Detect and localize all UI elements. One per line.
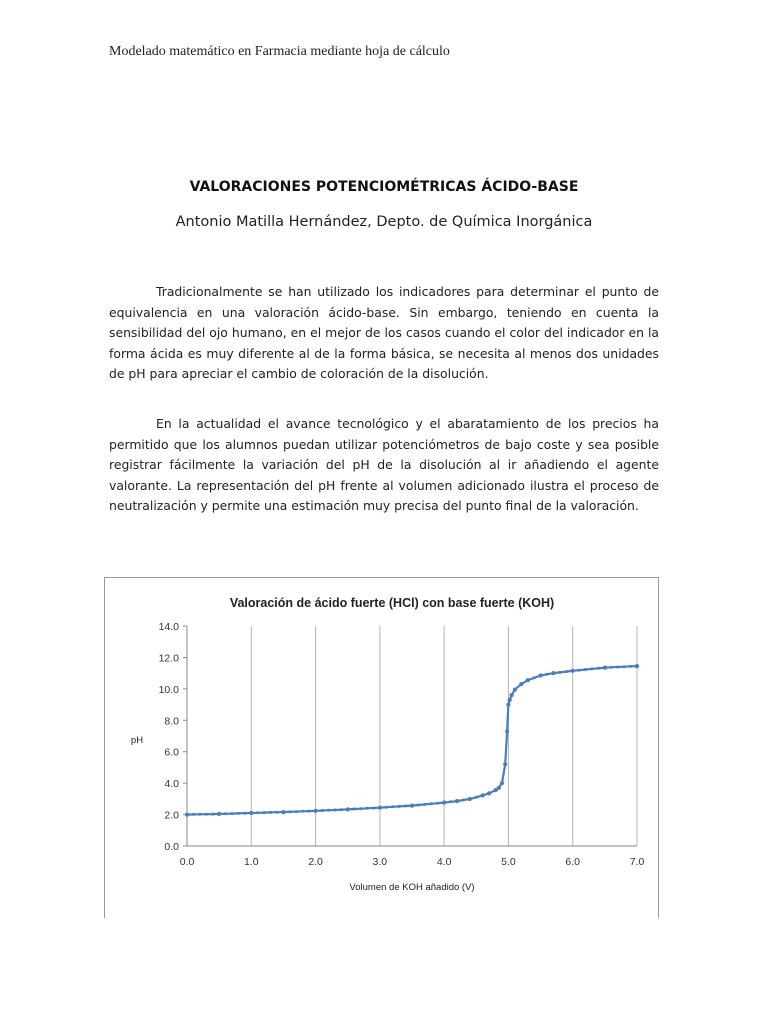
curve-marker-66 [578, 669, 581, 672]
x-tick-label-5: 5.0 [501, 856, 516, 868]
curve-marker-59 [533, 676, 536, 679]
tick-labels [159, 621, 645, 868]
x-tick-label-3: 3.0 [372, 856, 388, 868]
curve-marker-41 [449, 800, 452, 803]
y-tick-label-1: 2.0 [164, 809, 179, 822]
article-author: Antonio Matilla Hernández, Depto. de Química Inorgánica [175, 214, 593, 230]
curve-marker-27 [359, 807, 362, 810]
curve-marker-53 [507, 703, 510, 706]
curve-marker-51 [504, 763, 507, 766]
y-axis-label: pH [130, 735, 144, 746]
grid-lines [251, 626, 637, 846]
y-tick-label-4: 8.0 [164, 715, 179, 728]
curve-marker-2 [198, 813, 201, 816]
curve-marker-67 [584, 668, 587, 671]
curve-marker-50 [501, 782, 504, 785]
curve-marker-15 [282, 811, 285, 814]
curve-marker-58 [526, 679, 529, 682]
y-tick-label-7: 14.0 [158, 621, 179, 633]
curve-marker-34 [404, 805, 407, 808]
curve-marker-16 [288, 810, 291, 813]
x-tick-label-1: 1.0 [243, 856, 259, 868]
curve-marker-75 [636, 665, 639, 668]
curve-marker-13 [269, 811, 272, 814]
curve-marker-22 [327, 809, 330, 812]
curve-marker-71 [610, 666, 613, 669]
curve-marker-43 [462, 799, 465, 802]
curve-marker-6 [224, 812, 227, 815]
curve-marker-49 [497, 786, 500, 789]
curve-marker-20 [314, 809, 317, 812]
curve-marker-64 [565, 670, 568, 673]
curve-marker-45 [475, 796, 478, 799]
chart-title: Valoración de ácido fuerte (HCl) con base fuerte (KOH) [229, 596, 555, 610]
curve-marker-36 [417, 804, 420, 807]
curve-marker-55 [510, 694, 513, 697]
curve-marker-69 [597, 667, 600, 670]
curve-marker-4 [211, 813, 214, 816]
body-paragraph-2: En la actualidad el avance tecnológico y el abaratamiento de los precios ha permitido que los alumnos puedan utilizar potenciómetros de bajo coste y sea posible registrar fácilmente la variación del pH de la disolución al ir añadiendo el agente valorante. La representación del pH frente al volumen adicionado ilustra el proceso de neutralización y permite una estimación muy precisa del punto final de la valoración. [109, 416, 659, 514]
curve-marker-46 [481, 794, 484, 797]
y-tick-label-5: 10.0 [158, 683, 179, 696]
article-title: VALORACIONES POTENCIOMÉTRICAS ÁCIDO-BASE [189, 179, 579, 195]
titration-chart [104, 577, 659, 918]
curve-marker-10 [250, 812, 253, 815]
curve-marker-24 [340, 808, 343, 811]
x-tick-label-0: 0.0 [179, 856, 195, 868]
curve-marker-21 [321, 809, 324, 812]
curve-marker-7 [231, 812, 234, 815]
curve-marker-60 [539, 674, 542, 677]
curve-marker-28 [366, 807, 369, 810]
curve-marker-42 [456, 800, 459, 803]
curve-marker-72 [616, 666, 619, 669]
curve-marker-30 [378, 806, 381, 809]
curve-marker-48 [494, 789, 497, 792]
curve-marker-40 [443, 801, 446, 804]
curve-marker-63 [558, 671, 561, 674]
curve-marker-61 [546, 673, 549, 676]
y-tick-label-6: 12.0 [158, 652, 179, 665]
y-tick-label-3: 6.0 [164, 746, 179, 759]
curve-marker-9 [243, 812, 246, 815]
curve-marker-17 [295, 810, 298, 813]
curve-marker-33 [398, 805, 401, 808]
curve-marker-65 [571, 669, 574, 672]
curve-marker-0 [186, 813, 189, 816]
curve-marker-47 [488, 792, 491, 795]
curve-marker-52 [506, 730, 509, 733]
curve-marker-37 [423, 803, 426, 806]
body-paragraph-1: Tradicionalmente se han utilizado los indicadores para determinar el punto de equivalencia en una valoración ácido-base. Sin embargo, teniendo en cuenta la sensibilidad del ojo humano, en el mejor de los casos cuando el color del indicador en la forma ácida es muy diferente al de la forma básica, se necesita al menos dos unidades de pH para apreciar el cambio de coloración de la disolución. [109, 284, 659, 382]
curve-marker-11 [256, 811, 259, 814]
curve-marker-12 [263, 811, 266, 814]
running-header: Modelado matemático en Farmacia mediante hoja de cálculo [109, 44, 450, 59]
x-tick-label-7: 7.0 [629, 856, 645, 868]
x-tick-label-4: 4.0 [436, 856, 452, 868]
curve-marker-1 [192, 813, 195, 816]
series-line [187, 666, 637, 815]
x-tick-label-2: 2.0 [308, 856, 323, 868]
curve-marker-31 [385, 806, 388, 809]
curve-marker-19 [308, 810, 311, 813]
curve-marker-73 [623, 665, 626, 668]
curve-marker-3 [205, 813, 208, 816]
curve-marker-38 [430, 802, 433, 805]
curve-marker-70 [603, 666, 606, 669]
curve-marker-18 [301, 810, 304, 813]
series-ph-curve [185, 664, 639, 817]
curve-marker-14 [276, 811, 279, 814]
curve-marker-32 [391, 805, 394, 808]
curve-marker-5 [218, 812, 221, 815]
curve-marker-35 [411, 804, 414, 807]
curve-marker-8 [237, 812, 240, 815]
curve-marker-62 [552, 672, 555, 675]
curve-marker-29 [372, 807, 375, 810]
curve-marker-23 [333, 809, 336, 812]
curve-marker-68 [591, 667, 594, 670]
curve-marker-25 [346, 808, 349, 811]
curve-marker-74 [629, 665, 632, 668]
x-tick-label-6: 6.0 [565, 856, 581, 868]
x-axis-label: Volumen de KOH añadido (V) [349, 882, 475, 893]
curve-marker-54 [508, 698, 511, 701]
y-tick-label-0: 0.0 [164, 841, 179, 853]
chart-canvas [105, 578, 658, 918]
curve-marker-39 [436, 802, 439, 805]
curve-marker-44 [468, 798, 471, 801]
curve-marker-57 [520, 683, 523, 686]
curve-marker-26 [353, 808, 356, 811]
y-tick-label-2: 4.0 [164, 778, 179, 791]
curve-marker-56 [513, 688, 516, 691]
